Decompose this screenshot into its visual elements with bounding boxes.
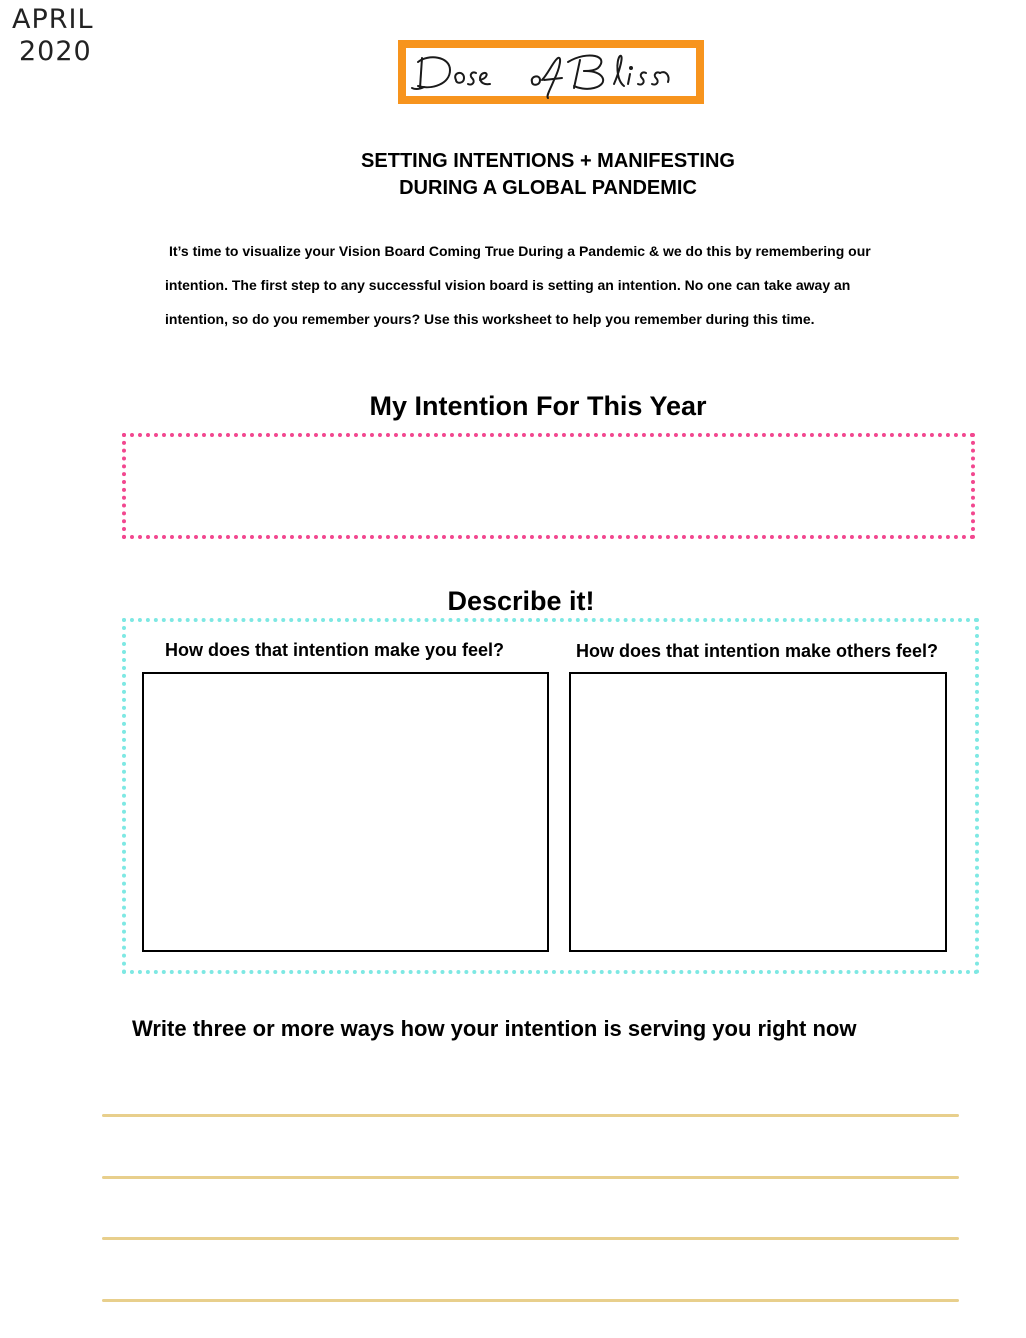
date-year: 2020: [19, 36, 92, 67]
heading-line-1: SETTING INTENTIONS + MANIFESTING: [361, 150, 735, 172]
feel-self-answer-box[interactable]: [142, 672, 549, 952]
intro-line-1: It’s time to visualize your Vision Board Coming True During a Pandemic & we do this by remembering our: [169, 243, 871, 259]
feel-others-answer-box[interactable]: [569, 672, 947, 952]
writing-line[interactable]: [102, 1176, 959, 1179]
heading-line-2: DURING A GLOBAL PANDEMIC: [399, 177, 697, 199]
intro-line-2: intention. The first step to any successful vision board is setting an intention. No one can take away an: [165, 277, 851, 293]
describe-title: Describe it!: [447, 586, 595, 616]
date-stamp: [12, 4, 94, 68]
worksheet-heading: [0, 148, 1026, 202]
writing-line[interactable]: [102, 1299, 959, 1302]
intention-input-box[interactable]: [122, 433, 975, 539]
feel-others-prompt: How does that intention make others feel?: [576, 641, 939, 661]
serving-prompt: Write three or more ways how your intention is serving you right now: [132, 1016, 857, 1041]
date-month: APRIL: [12, 4, 94, 35]
intro-line-3: intention, so do you remember yours? Use this worksheet to help you remember during this time.: [165, 311, 815, 327]
dose-of-bliss-logo: [398, 40, 704, 104]
writing-line[interactable]: [102, 1237, 959, 1240]
intention-title: My Intention For This Year: [369, 391, 707, 421]
writing-line[interactable]: [102, 1114, 959, 1117]
intro-paragraph: [165, 234, 925, 336]
feel-self-prompt: How does that intention make you feel?: [165, 640, 505, 660]
